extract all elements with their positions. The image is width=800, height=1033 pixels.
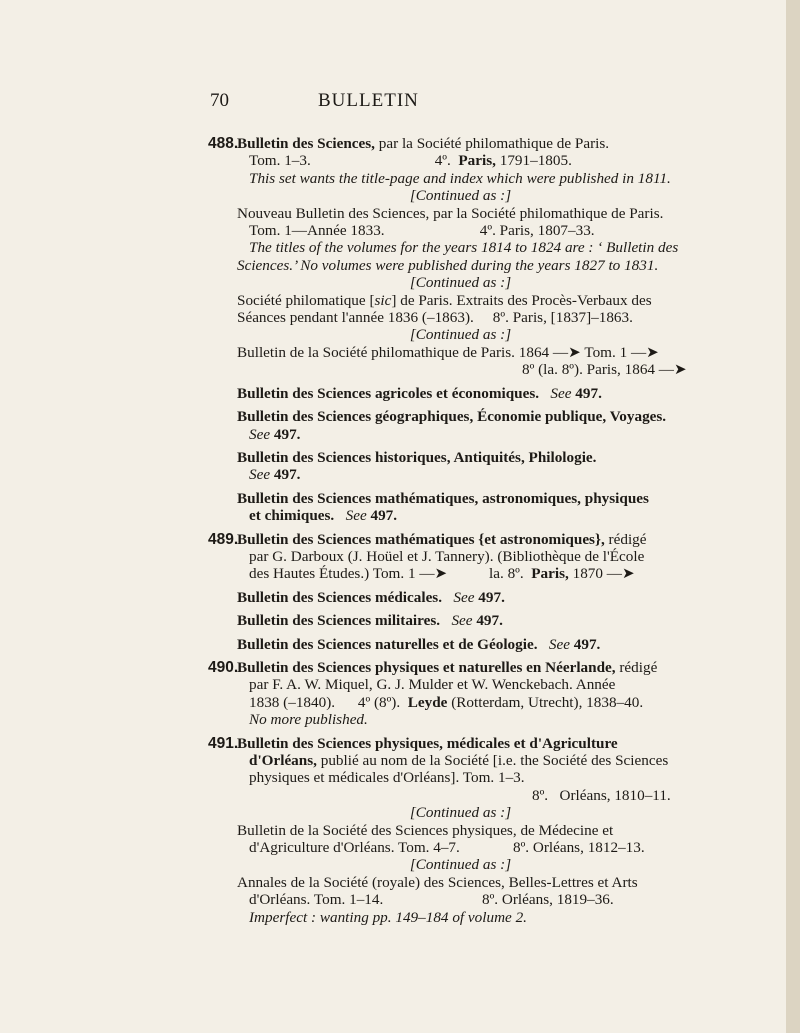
entry-note: Sciences.’ No volumes were published during the years 1827 to 1831. — [237, 256, 659, 274]
continued-as-label: [Continued as :] — [409, 804, 512, 822]
cross-reference-entry: Bulletin des Sciences géographiques, Économie publique, Voyages. See 497. — [237, 408, 667, 443]
cross-reference-entry: Bulletin des Sciences historiques, Antiquités, Philologie. See 497. — [237, 448, 597, 484]
entry-line: Bulletin des Sciences, par la Société philomathique de Paris. — [237, 135, 610, 152]
entry-number: 489. — [208, 530, 239, 548]
continued-as-label: [Continued as :] — [409, 326, 512, 344]
cross-reference-entry: Bulletin des Sciences militaires. See 497. — [237, 612, 503, 630]
entry-note: This set wants the title-page and index which were published in 1811. — [249, 169, 671, 187]
entry-note: The titles of the volumes for the years 1814 to 1824 are : ‘ Bulletin des — [249, 239, 679, 257]
entry-line: Séances pendant l'année 1836 (–1863). 8º. Paris, [1837]–1863. — [237, 309, 633, 327]
entry-note: No more published. — [249, 711, 368, 729]
page-edge-shadow — [786, 0, 800, 1033]
catalogue-entry-491: 491. Bulletin des Sciences physiques, médicales et d'Agriculture d'Orléans, publié au nom de la Société [i.e. the Société des Sciences physiques et médicales d'Orléans]. Tom. 1–3. 8º. Orléans, 1810–11. [Continued as :] Bulletin de la Société des Sciences physiques, de Médecine et d'Agriculture d'Orléans. Tom. 4–7. 8º. Orléans, 1812–13. [Continued as :] Annales de la Société (royale) des Sciences, Belles-Lettres et Arts d'Orléans. Tom. 1–14. 8º. Orléans, 1819–36. Imperfect : wanting pp. 149–184 of volume 2. — [0, 735, 786, 926]
catalogue-entries — [0, 132, 786, 932]
continued-as-label: [Continued as :] — [409, 187, 512, 205]
entry-line: Nouveau Bulletin des Sciences, par la Société philomathique de Paris. — [237, 204, 664, 222]
continued-as-label: [Continued as :] — [409, 274, 512, 292]
entry-number: 491. — [208, 734, 239, 752]
entry-number: 488. — [208, 135, 239, 152]
entry-line: Tom. 1–3. 4º. Paris, 1791–1805. — [249, 152, 572, 170]
running-title: BULLETIN — [318, 90, 419, 111]
entry-line: 8º (la. 8º). Paris, 1864 —➤ — [522, 361, 687, 379]
catalogue-entry-490: 490. Bulletin des Sciences physiques et naturelles en Néerlande, rédigé par F. A. W. Miquel, G. J. Mulder et W. Wenckebach. Année 1838 (–1840). 4º (8º). Leyde (Rotterdam, Utrecht), 1838–40. No more published. — [0, 659, 786, 729]
entry-note: Imperfect : wanting pp. 149–184 of volume 2. — [249, 908, 527, 926]
cross-reference-entry: Bulletin des Sciences médicales. See 497. — [237, 588, 505, 606]
cross-reference-entry: Bulletin des Sciences naturelles et de Géologie. See 497. — [237, 635, 601, 653]
entry-line: Bulletin de la Société philomathique de Paris. 1864 —➤ Tom. 1 —➤ — [237, 343, 659, 361]
page-number: 70 — [210, 90, 229, 111]
page-header — [0, 90, 786, 116]
entry-line: Tom. 1—Année 1833. 4º. Paris, 1807–33. — [249, 222, 595, 240]
entry-line: Société philomatique [sic] de Paris. Extraits des Procès-Verbaux des — [237, 291, 652, 309]
catalogue-entry-488 — [0, 135, 786, 379]
continued-as-label: [Continued as :] — [409, 856, 512, 874]
entry-number: 490. — [208, 658, 239, 676]
cross-reference-entry: Bulletin des Sciences mathématiques, astronomiques, physiques et chimiques. See 497. — [237, 489, 649, 525]
cross-reference-entry: Bulletin des Sciences agricoles et économiques. See 497. — [237, 384, 602, 402]
catalogue-entry-489: 489. Bulletin des Sciences mathématiques {et astronomiques}, rédigé par G. Darboux (J. Hoüel et J. Tannery). (Bibliothèque de l'École des Hautes Études.) Tom. 1 —➤ la. 8º. Paris, 1870 —➤ — [208, 530, 647, 583]
